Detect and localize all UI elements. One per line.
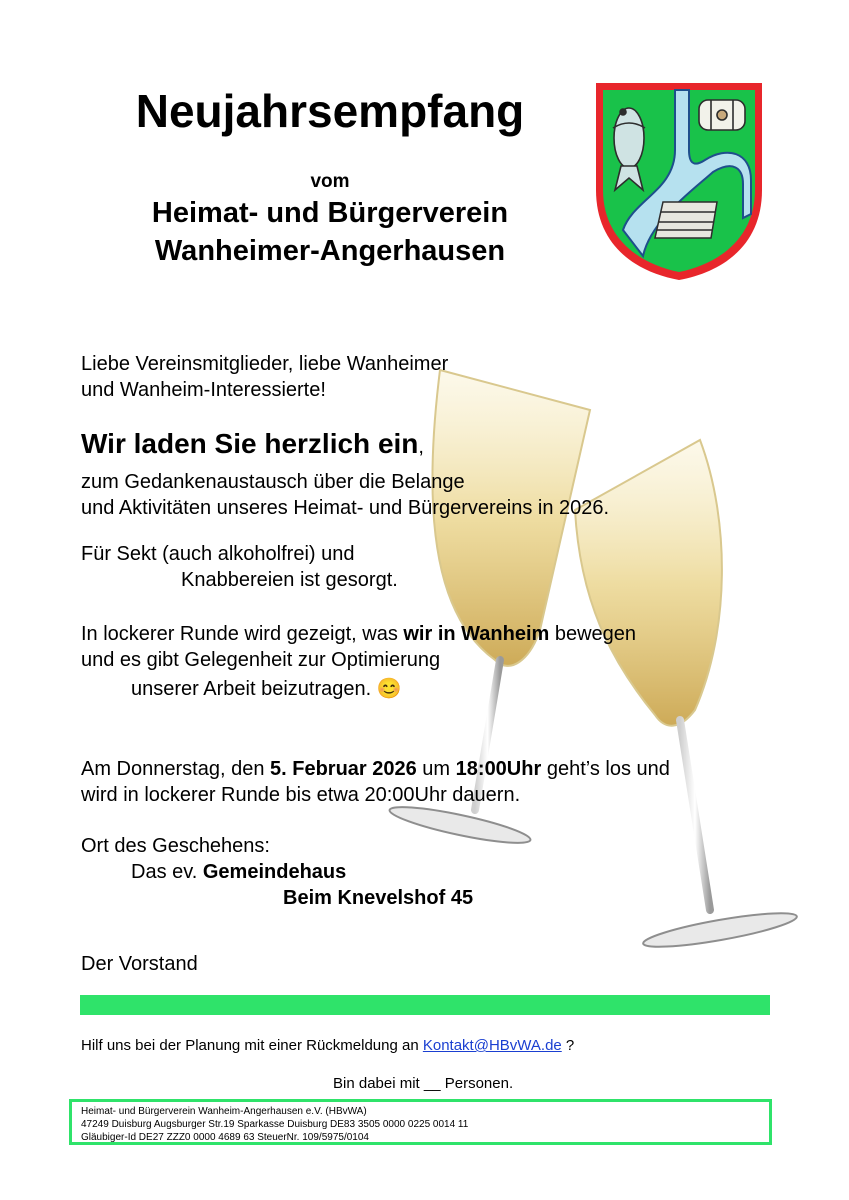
date-line2: wird in lockerer Runde bis etwa 20:00Uhr dauern. <box>81 784 521 806</box>
date-a: Am Donnerstag, den <box>81 758 270 780</box>
signature: Der Vorstand <box>81 953 198 975</box>
coat-of-arms-image <box>593 80 765 282</box>
runde-line1-b: bewegen <box>549 623 637 645</box>
greeting-line2: und Wanheim-Interessierte! <box>81 379 326 401</box>
feedback-line <box>81 1037 574 1054</box>
invitation-body-line2: und Aktivitäten unseres Heimat- und Bürgervereins in 2026. <box>81 497 610 519</box>
footer-line1: Heimat- und Bürgerverein Wanheim-Angerhausen e.V. (HBvWA) <box>81 1106 367 1117</box>
venue-name: Gemeindehaus <box>202 861 347 883</box>
date-line1 <box>81 756 670 782</box>
organization-name-line1: Heimat- und Bürgerverein <box>151 197 509 229</box>
organization-name <box>0 194 660 270</box>
footer-line2: 47249 Duisburg Augsburger Str.19 Sparkasse Duisburg DE83 3505 0000 0225 0014 11 <box>81 1119 469 1130</box>
feedback-suffix: ? <box>561 1037 575 1054</box>
runde-line1-bold: wir in Wanheim <box>403 623 550 645</box>
event-time: 18:00Uhr <box>455 758 542 780</box>
location-prefix: Das ev. <box>131 861 203 883</box>
invitation-headline-comma: , <box>418 436 424 458</box>
runde-line1-a: In lockerer Runde wird gezeigt, was <box>81 623 404 645</box>
location-venue <box>131 859 346 885</box>
date-b: um <box>416 758 456 780</box>
rsvp-line: Bin dabei mit __ Personen. <box>333 1075 514 1092</box>
greeting-line1: Liebe Vereinsmitglieder, liebe Wanheimer <box>81 353 449 375</box>
event-date: 5. Februar 2026 <box>270 758 417 780</box>
footer-info-box <box>69 1099 772 1145</box>
runde-line1 <box>81 621 636 647</box>
invitation-headline <box>81 428 424 460</box>
smile-icon: 😊 <box>376 678 402 700</box>
location-label: Ort des Geschehens: <box>81 835 270 857</box>
venue-address: Beim Knevelshof 45 <box>283 887 474 909</box>
invitation-body-line1: zum Gedankenaustausch über die Belange <box>81 471 465 493</box>
invitation-body <box>81 469 609 521</box>
contact-email-link[interactable]: Kontakt@HBvWA.de <box>422 1037 562 1054</box>
runde-line3 <box>131 676 402 702</box>
subtitle-vom: vom <box>310 171 350 192</box>
location-address <box>283 885 473 911</box>
invitation-headline-text: Wir laden Sie herzlich ein <box>81 428 419 459</box>
sekt-line1: Für Sekt (auch alkoholfrei) und <box>81 543 355 565</box>
runde-line3-text: unserer Arbeit beizutragen. <box>131 678 372 700</box>
organization-name-line2: Wanheimer-Angerhausen <box>154 235 506 267</box>
feedback-text: Hilf uns bei der Planung mit einer Rückmeldung an <box>81 1037 423 1054</box>
greeting <box>81 351 448 403</box>
green-divider-bar <box>80 995 770 1015</box>
page-title: Neujahrsempfang <box>135 85 525 137</box>
runde-line2: und es gibt Gelegenheit zur Optimierung <box>81 649 441 671</box>
date-c: geht’s los und <box>541 758 670 780</box>
footer-line3: Gläubiger-Id DE27 ZZZ0 0000 4689 63 SteuerNr. 109/5975/0104 <box>81 1132 369 1143</box>
sekt-line2: Knabbereien ist gesorgt. <box>181 569 398 591</box>
